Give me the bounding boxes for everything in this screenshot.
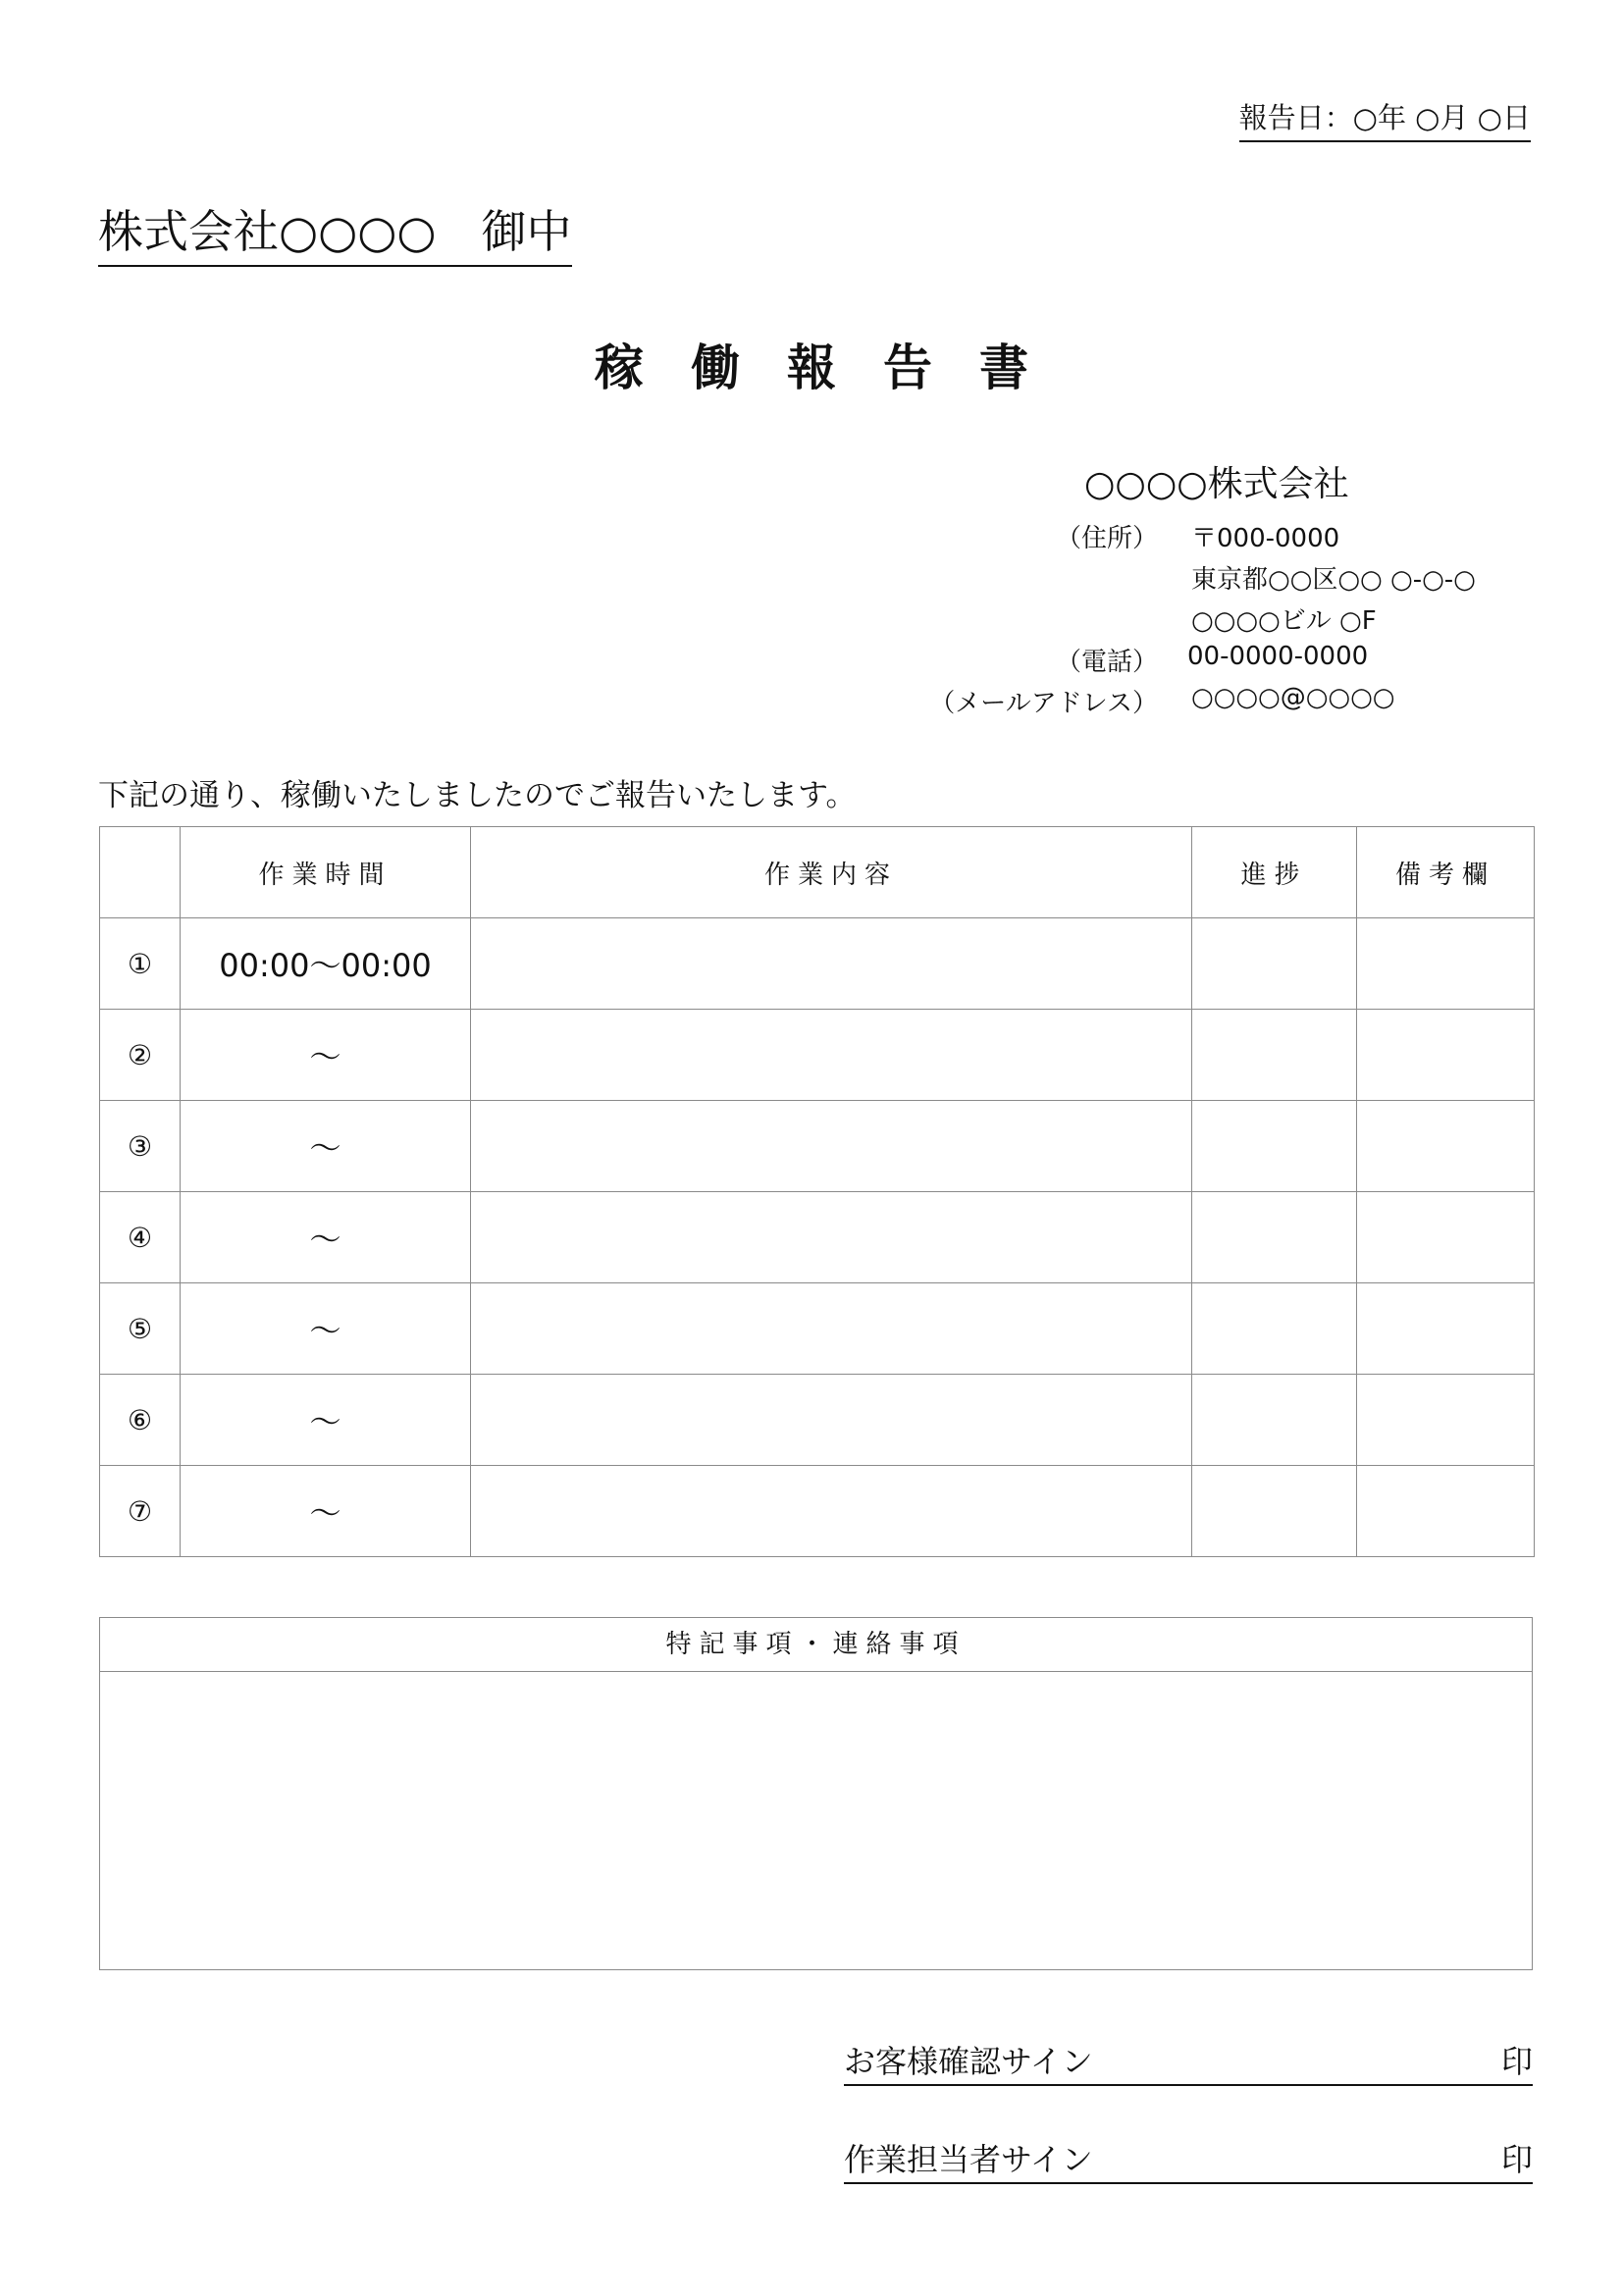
work-time-cell[interactable]: 〜 (181, 1466, 471, 1557)
row-number: ③ (100, 1101, 181, 1192)
notes-header: 特記事項・連絡事項 (100, 1618, 1532, 1672)
document-title: 稼働報告書 (595, 339, 1075, 396)
progress-cell[interactable] (1192, 1466, 1357, 1557)
header-progress: 進捗 (1192, 827, 1357, 918)
work-content-cell[interactable] (471, 1101, 1192, 1192)
row-number: ⑥ (100, 1375, 181, 1466)
work-time-cell[interactable]: 〜 (181, 1283, 471, 1375)
work-table (99, 826, 1535, 1557)
address-label: （住所） (1055, 524, 1158, 553)
progress-cell[interactable] (1192, 1192, 1357, 1283)
work-content-cell[interactable] (471, 918, 1192, 1010)
work-content-cell[interactable] (471, 1192, 1192, 1283)
header-work-time: 作業時間 (181, 827, 471, 918)
work-time-cell[interactable]: 〜 (181, 1101, 471, 1192)
address-line-1: 東京都○○区○○ ○-○-○ (1191, 565, 1476, 595)
phone-number: 00-0000-0000 (1187, 642, 1369, 671)
work-content-cell[interactable] (471, 1283, 1192, 1375)
row-number: ⑤ (100, 1283, 181, 1375)
worker-signature-label: 作業担当者サイン (844, 2141, 1093, 2178)
postal-code: 〒000-0000 (1191, 524, 1340, 553)
remarks-cell[interactable] (1357, 1283, 1535, 1375)
work-time-cell[interactable]: 〜 (181, 1010, 471, 1101)
report-date: 報告日：○年 ○月 ○日 (1239, 96, 1531, 142)
table-row (100, 1466, 1535, 1557)
address-line-2: ○○○○ビル ○F (1191, 606, 1377, 636)
table-row (100, 1192, 1535, 1283)
progress-cell[interactable] (1192, 918, 1357, 1010)
customer-seal-mark: 印 (1500, 2043, 1533, 2080)
remarks-cell[interactable] (1357, 1192, 1535, 1283)
progress-cell[interactable] (1192, 1010, 1357, 1101)
notes-box (99, 1617, 1533, 1970)
customer-signature-label: お客様確認サイン (844, 2043, 1093, 2080)
work-time-cell[interactable]: 〜 (181, 1375, 471, 1466)
work-content-cell[interactable] (471, 1375, 1192, 1466)
remarks-cell[interactable] (1357, 1010, 1535, 1101)
remarks-cell[interactable] (1357, 1375, 1535, 1466)
customer-signature-line[interactable] (844, 2041, 1533, 2086)
work-content-cell[interactable] (471, 1010, 1192, 1101)
progress-cell[interactable] (1192, 1375, 1357, 1466)
progress-cell[interactable] (1192, 1283, 1357, 1375)
row-number: ① (100, 918, 181, 1010)
remarks-cell[interactable] (1357, 1466, 1535, 1557)
header-remarks: 備考欄 (1357, 827, 1535, 918)
header-work-content: 作業内容 (471, 827, 1192, 918)
work-content-cell[interactable] (471, 1466, 1192, 1557)
intro-text: 下記の通り、稼働いたしましたのでご報告いたします。 (98, 778, 857, 813)
work-time-cell[interactable]: 00:00〜00:00 (181, 918, 471, 1010)
table-header-row (100, 827, 1535, 918)
header-number (100, 827, 181, 918)
table-row (100, 1283, 1535, 1375)
row-number: ④ (100, 1192, 181, 1283)
phone-label: （電話） (1055, 648, 1158, 677)
remarks-cell[interactable] (1357, 1101, 1535, 1192)
sender-company: ○○○○株式会社 (1084, 464, 1349, 504)
table-row (100, 918, 1535, 1010)
table-row (100, 1010, 1535, 1101)
table-row (100, 1375, 1535, 1466)
email-address: ○○○○@○○○○ (1191, 683, 1395, 712)
table-row (100, 1101, 1535, 1192)
work-time-cell[interactable]: 〜 (181, 1192, 471, 1283)
worker-signature-line[interactable] (844, 2139, 1533, 2184)
progress-cell[interactable] (1192, 1101, 1357, 1192)
addressee: 株式会社○○○○ 御中 (98, 196, 572, 267)
remarks-cell[interactable] (1357, 918, 1535, 1010)
notes-body[interactable] (100, 1672, 1532, 1966)
worker-seal-mark: 印 (1500, 2141, 1533, 2178)
email-label: （メールアドレス） (929, 689, 1158, 718)
row-number: ② (100, 1010, 181, 1101)
row-number: ⑦ (100, 1466, 181, 1557)
